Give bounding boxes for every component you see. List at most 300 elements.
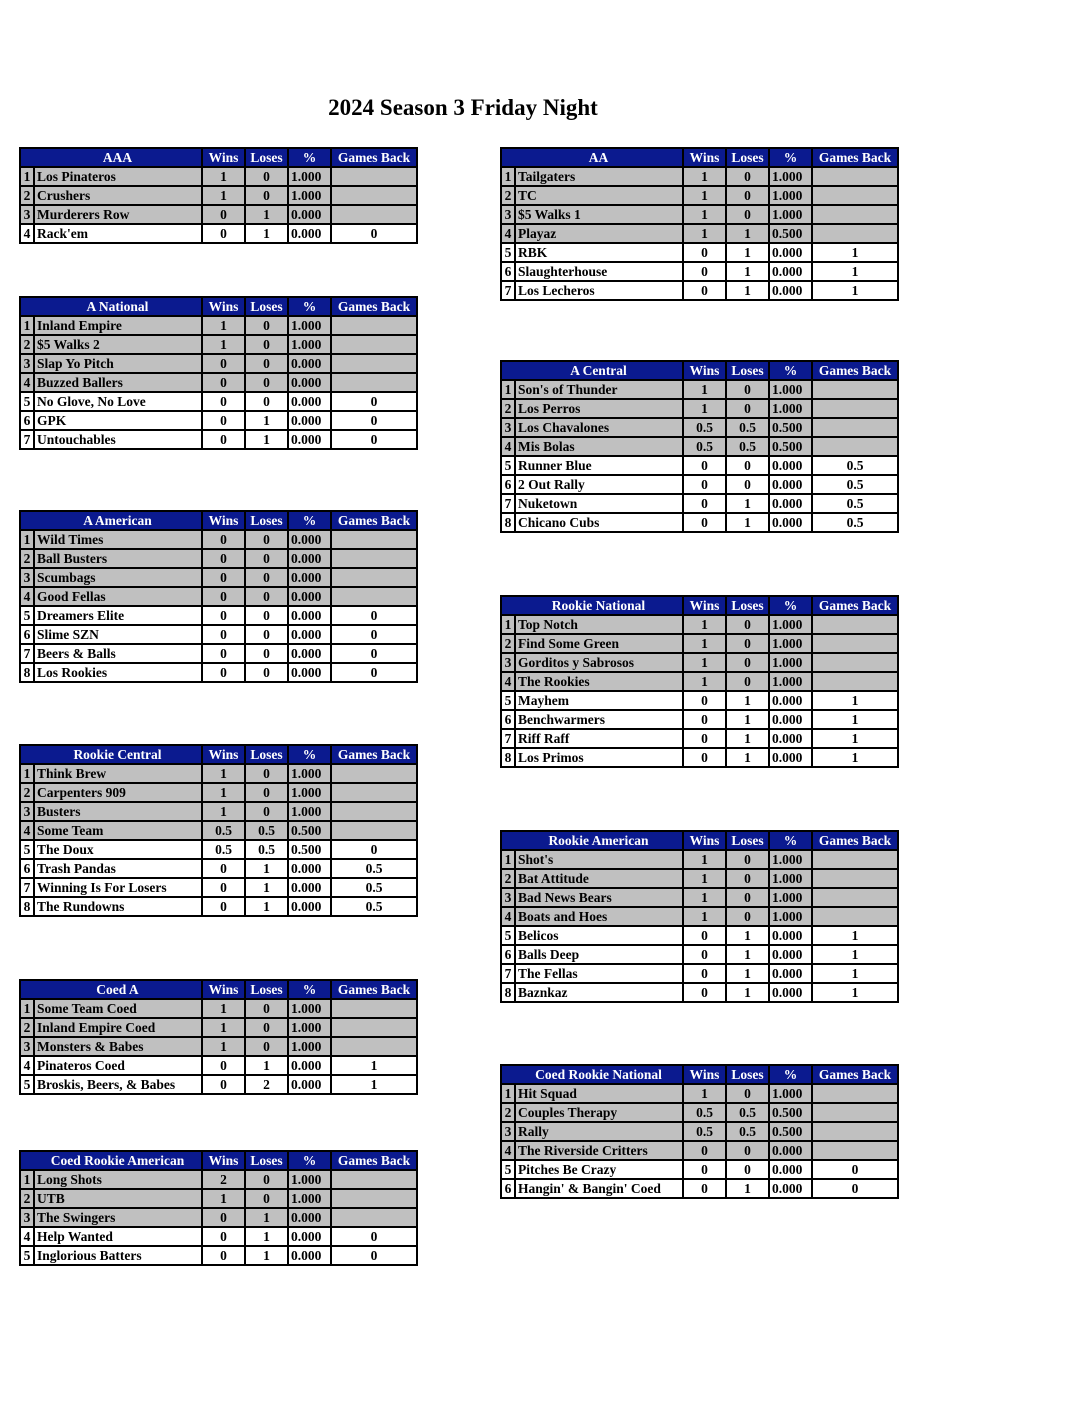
wins-cell: 0	[202, 1208, 245, 1227]
loses-cell: 0	[245, 587, 288, 606]
pct-cell: 0.000	[288, 205, 331, 224]
games-back-cell: 0	[331, 1227, 417, 1246]
loses-cell: 1	[726, 262, 769, 281]
table-row	[501, 983, 898, 1002]
pct-cell: 0.000	[288, 354, 331, 373]
games-back-cell	[331, 549, 417, 568]
pct-cell: 0.000	[288, 878, 331, 897]
team-name: Pinateros Coed	[34, 1056, 202, 1075]
loses-header: Loses	[245, 297, 288, 316]
wins-header: Wins	[202, 745, 245, 764]
rank-cell: 5	[20, 1075, 34, 1094]
table-row	[501, 475, 898, 494]
team-name: Good Fellas	[34, 587, 202, 606]
wins-cell: 0.5	[683, 418, 726, 437]
rank-cell: 2	[501, 186, 515, 205]
games-back-cell	[331, 335, 417, 354]
loses-cell: 0	[726, 869, 769, 888]
pct-header: %	[288, 745, 331, 764]
team-name: Belicos	[515, 926, 683, 945]
games-back-cell	[812, 1141, 898, 1160]
team-name: RBK	[515, 243, 683, 262]
loses-header: Loses	[245, 980, 288, 999]
rank-cell: 4	[501, 1141, 515, 1160]
rank-cell: 3	[20, 1037, 34, 1056]
team-name: Benchwarmers	[515, 710, 683, 729]
pct-cell: 1.000	[769, 850, 812, 869]
loses-cell: 0	[245, 335, 288, 354]
pct-cell: 0.000	[769, 729, 812, 748]
team-name: Hangin' & Bangin' Coed	[515, 1179, 683, 1198]
rank-cell: 2	[20, 783, 34, 802]
wins-cell: 1	[683, 399, 726, 418]
pct-header: %	[769, 831, 812, 850]
rank-cell: 2	[501, 869, 515, 888]
team-name: Inland Empire	[34, 316, 202, 335]
loses-cell: 0	[245, 373, 288, 392]
loses-cell: 1	[726, 964, 769, 983]
pct-cell: 0.000	[769, 1141, 812, 1160]
rank-cell: 3	[20, 568, 34, 587]
pct-cell: 1.000	[288, 999, 331, 1018]
table-row	[20, 167, 417, 186]
pct-cell: 1.000	[769, 888, 812, 907]
pct-cell: 0.000	[288, 373, 331, 392]
division-name: Rookie National	[515, 596, 683, 615]
rank-cell: 2	[20, 549, 34, 568]
games-back-cell	[812, 418, 898, 437]
pct-cell: 0.000	[288, 663, 331, 682]
rank-cell: 4	[20, 224, 34, 243]
rank-cell: 6	[20, 859, 34, 878]
pct-cell: 0.000	[769, 281, 812, 300]
rank-cell: 4	[501, 437, 515, 456]
games-back-cell: 0.5	[812, 513, 898, 532]
games-back-cell: 0.5	[331, 878, 417, 897]
loses-cell: 0	[245, 625, 288, 644]
team-name: Riff Raff	[515, 729, 683, 748]
team-name: Monsters & Babes	[34, 1037, 202, 1056]
loses-cell: 2	[245, 1075, 288, 1094]
pct-cell: 1.000	[288, 764, 331, 783]
table-row	[501, 1084, 898, 1103]
loses-cell: 0.5	[726, 1122, 769, 1141]
table-row	[20, 186, 417, 205]
table-row	[501, 262, 898, 281]
loses-cell: 1	[726, 926, 769, 945]
games-back-cell: 0.5	[331, 859, 417, 878]
team-name: Bad News Bears	[515, 888, 683, 907]
games-back-cell	[331, 186, 417, 205]
loses-cell: 0	[726, 672, 769, 691]
games-back-cell: 0	[331, 1246, 417, 1265]
table-row	[501, 653, 898, 672]
table-row	[20, 1075, 417, 1094]
rank-cell: 8	[501, 748, 515, 767]
wins-cell: 1	[202, 186, 245, 205]
rank-cell: 7	[20, 430, 34, 449]
table-row	[501, 615, 898, 634]
games-back-cell	[812, 399, 898, 418]
table-header-row	[20, 148, 417, 167]
rank-cell: 6	[501, 475, 515, 494]
games-back-cell	[331, 1189, 417, 1208]
wins-cell: 0.5	[202, 840, 245, 859]
team-name: Rack'em	[34, 224, 202, 243]
wins-cell: 0	[202, 430, 245, 449]
pct-cell: 0.500	[769, 418, 812, 437]
team-name: Couples Therapy	[515, 1103, 683, 1122]
team-name: Los Lecheros	[515, 281, 683, 300]
wins-cell: 0	[202, 205, 245, 224]
wins-cell: 0	[202, 663, 245, 682]
standings-table-aaa	[19, 147, 418, 244]
loses-cell: 0	[726, 1084, 769, 1103]
games-back-header: Games Back	[331, 980, 417, 999]
games-back-cell	[331, 821, 417, 840]
pct-header: %	[769, 148, 812, 167]
pct-cell: 0.500	[769, 224, 812, 243]
rank-cell: 1	[20, 167, 34, 186]
loses-header: Loses	[726, 831, 769, 850]
pct-cell: 1.000	[769, 615, 812, 634]
table-row	[501, 1141, 898, 1160]
rank-cell: 6	[501, 710, 515, 729]
team-name: Tailgaters	[515, 167, 683, 186]
wins-cell: 0	[683, 243, 726, 262]
wins-header: Wins	[202, 297, 245, 316]
pct-cell: 0.000	[769, 475, 812, 494]
games-back-cell: 1	[812, 748, 898, 767]
wins-cell: 1	[202, 783, 245, 802]
team-name: Slaughterhouse	[515, 262, 683, 281]
loses-cell: 1	[726, 494, 769, 513]
games-back-cell	[812, 437, 898, 456]
loses-cell: 1	[726, 1179, 769, 1198]
loses-cell: 1	[726, 691, 769, 710]
rank-cell: 6	[20, 625, 34, 644]
games-back-cell	[812, 1103, 898, 1122]
loses-cell: 1	[245, 205, 288, 224]
rank-cell: 8	[20, 897, 34, 916]
pct-header: %	[769, 596, 812, 615]
table-row	[501, 243, 898, 262]
wins-cell: 1	[683, 205, 726, 224]
team-name: Nuketown	[515, 494, 683, 513]
loses-cell: 0	[245, 802, 288, 821]
division-name: Coed Rookie National	[515, 1065, 683, 1084]
loses-cell: 0	[245, 999, 288, 1018]
wins-cell: 0	[683, 983, 726, 1002]
team-name: Bat Attitude	[515, 869, 683, 888]
games-back-cell	[331, 167, 417, 186]
loses-cell: 1	[245, 878, 288, 897]
table-row	[20, 1246, 417, 1265]
pct-cell: 0.000	[769, 748, 812, 767]
loses-cell: 0	[726, 380, 769, 399]
wins-cell: 0	[202, 625, 245, 644]
pct-cell: 1.000	[288, 1037, 331, 1056]
division-name: AAA	[34, 148, 202, 167]
pct-cell: 0.000	[288, 224, 331, 243]
pct-cell: 0.500	[769, 1122, 812, 1141]
loses-cell: 0.5	[726, 437, 769, 456]
loses-cell: 0	[726, 907, 769, 926]
wins-cell: 0	[683, 964, 726, 983]
wins-cell: 0	[202, 1246, 245, 1265]
loses-header: Loses	[726, 361, 769, 380]
games-back-cell	[331, 354, 417, 373]
team-name: Los Pinateros	[34, 167, 202, 186]
table-row	[501, 907, 898, 926]
wins-cell: 1	[683, 850, 726, 869]
games-back-header: Games Back	[331, 511, 417, 530]
rank-cell: 3	[501, 653, 515, 672]
rank-cell: 6	[501, 262, 515, 281]
pct-header: %	[288, 148, 331, 167]
pct-cell: 0.000	[288, 411, 331, 430]
rank-cell: 5	[501, 691, 515, 710]
wins-cell: 0	[202, 1075, 245, 1094]
table-row	[20, 764, 417, 783]
rank-cell: 2	[20, 1018, 34, 1037]
pct-cell: 1.000	[288, 335, 331, 354]
games-back-cell: 0.5	[331, 897, 417, 916]
wins-cell: 0	[202, 897, 245, 916]
team-name: Los Primos	[515, 748, 683, 767]
team-name: Long Shots	[34, 1170, 202, 1189]
loses-cell: 1	[245, 1227, 288, 1246]
pct-cell: 0.000	[769, 691, 812, 710]
loses-cell: 0	[245, 549, 288, 568]
games-back-header: Games Back	[812, 361, 898, 380]
loses-cell: 0.5	[245, 821, 288, 840]
games-back-cell: 0	[331, 430, 417, 449]
pct-header: %	[288, 980, 331, 999]
games-back-cell: 1	[812, 945, 898, 964]
pct-cell: 0.000	[769, 456, 812, 475]
rank-cell: 4	[501, 672, 515, 691]
team-name: No Glove, No Love	[34, 392, 202, 411]
wins-cell: 0	[202, 606, 245, 625]
team-name: Rally	[515, 1122, 683, 1141]
pct-header: %	[769, 361, 812, 380]
loses-cell: 1	[726, 281, 769, 300]
pct-cell: 0.000	[288, 392, 331, 411]
table-row	[501, 418, 898, 437]
loses-cell: 1	[245, 859, 288, 878]
pct-cell: 1.000	[288, 316, 331, 335]
table-row	[20, 224, 417, 243]
table-row	[20, 316, 417, 335]
rank-cell: 4	[20, 587, 34, 606]
team-name: Wild Times	[34, 530, 202, 549]
rank-header	[20, 148, 34, 167]
table-row	[20, 1227, 417, 1246]
pct-cell: 0.000	[288, 1056, 331, 1075]
pct-cell: 0.000	[769, 945, 812, 964]
team-name: TC	[515, 186, 683, 205]
pct-header: %	[288, 1151, 331, 1170]
pct-cell: 1.000	[769, 634, 812, 653]
games-back-cell	[331, 999, 417, 1018]
division-name: Coed A	[34, 980, 202, 999]
wins-cell: 0	[683, 1160, 726, 1179]
team-name: Hit Squad	[515, 1084, 683, 1103]
games-back-cell: 0	[331, 411, 417, 430]
loses-cell: 1	[726, 983, 769, 1002]
wins-header: Wins	[202, 1151, 245, 1170]
pct-header: %	[769, 1065, 812, 1084]
games-back-cell: 1	[812, 964, 898, 983]
pct-cell: 1.000	[769, 205, 812, 224]
pct-cell: 1.000	[288, 1170, 331, 1189]
rank-cell: 7	[501, 729, 515, 748]
standings-table-a-central	[500, 360, 899, 533]
loses-cell: 1	[245, 1056, 288, 1075]
team-name: Some Team Coed	[34, 999, 202, 1018]
table-row	[501, 888, 898, 907]
team-name: $5 Walks 2	[34, 335, 202, 354]
loses-cell: 0	[726, 475, 769, 494]
rank-cell: 1	[20, 999, 34, 1018]
table-header-row	[20, 1151, 417, 1170]
team-name: Balls Deep	[515, 945, 683, 964]
games-back-cell	[812, 224, 898, 243]
loses-cell: 0	[726, 456, 769, 475]
team-name: The Swingers	[34, 1208, 202, 1227]
pct-cell: 1.000	[288, 167, 331, 186]
wins-cell: 0	[683, 926, 726, 945]
wins-cell: 0	[683, 1179, 726, 1198]
games-back-cell	[812, 653, 898, 672]
pct-cell: 1.000	[288, 1018, 331, 1037]
wins-header: Wins	[202, 980, 245, 999]
table-row	[20, 821, 417, 840]
loses-cell: 0	[726, 1141, 769, 1160]
team-name: Scumbags	[34, 568, 202, 587]
loses-cell: 1	[726, 748, 769, 767]
team-name: Busters	[34, 802, 202, 821]
team-name: Inland Empire Coed	[34, 1018, 202, 1037]
standings-table-rookie-american	[500, 830, 899, 1003]
games-back-cell	[812, 888, 898, 907]
wins-cell: 1	[202, 999, 245, 1018]
team-name: The Rookies	[515, 672, 683, 691]
pct-cell: 1.000	[769, 380, 812, 399]
loses-cell: 0	[726, 634, 769, 653]
wins-cell: 0	[202, 373, 245, 392]
table-row	[20, 897, 417, 916]
loses-header: Loses	[726, 596, 769, 615]
loses-header: Loses	[726, 148, 769, 167]
rank-cell: 2	[501, 399, 515, 418]
table-row	[501, 281, 898, 300]
games-back-cell: 1	[331, 1056, 417, 1075]
standings-table-a-national	[19, 296, 418, 450]
table-row	[20, 1208, 417, 1227]
games-back-cell: 0	[812, 1160, 898, 1179]
rank-cell: 5	[501, 926, 515, 945]
rank-header	[501, 596, 515, 615]
games-back-header: Games Back	[331, 148, 417, 167]
rank-cell: 7	[20, 878, 34, 897]
loses-cell: 0.5	[245, 840, 288, 859]
games-back-header: Games Back	[331, 1151, 417, 1170]
standings-table-coed-rookie-national	[500, 1064, 899, 1199]
table-row	[20, 430, 417, 449]
wins-cell: 1	[683, 167, 726, 186]
rank-header	[20, 297, 34, 316]
games-back-cell: 0	[812, 1179, 898, 1198]
loses-cell: 0	[726, 615, 769, 634]
rank-cell: 4	[20, 373, 34, 392]
team-name: Gorditos y Sabrosos	[515, 653, 683, 672]
pct-cell: 1.000	[769, 1084, 812, 1103]
pct-cell: 0.000	[769, 710, 812, 729]
games-back-header: Games Back	[812, 1065, 898, 1084]
pct-cell: 0.000	[769, 494, 812, 513]
pct-cell: 0.000	[288, 644, 331, 663]
table-row	[501, 1103, 898, 1122]
rank-cell: 2	[20, 186, 34, 205]
games-back-cell: 1	[812, 243, 898, 262]
rank-cell: 1	[501, 850, 515, 869]
team-name: Winning Is For Losers	[34, 878, 202, 897]
table-row	[20, 625, 417, 644]
games-back-cell: 1	[812, 281, 898, 300]
rank-cell: 4	[20, 1056, 34, 1075]
loses-cell: 0	[245, 530, 288, 549]
table-row	[20, 411, 417, 430]
table-row	[501, 691, 898, 710]
rank-cell: 5	[501, 243, 515, 262]
team-name: Mis Bolas	[515, 437, 683, 456]
table-row	[20, 530, 417, 549]
pct-cell: 0.500	[769, 1103, 812, 1122]
team-name: The Fellas	[515, 964, 683, 983]
games-back-cell: 1	[812, 710, 898, 729]
loses-cell: 1	[726, 729, 769, 748]
table-row	[20, 1170, 417, 1189]
pct-cell: 0.000	[288, 587, 331, 606]
rank-cell: 1	[20, 764, 34, 783]
table-row	[501, 205, 898, 224]
rank-header	[20, 511, 34, 530]
team-name: Slime SZN	[34, 625, 202, 644]
loses-cell: 0	[726, 167, 769, 186]
games-back-cell: 1	[812, 926, 898, 945]
pct-cell: 1.000	[769, 869, 812, 888]
games-back-cell: 0	[331, 644, 417, 663]
loses-cell: 1	[726, 513, 769, 532]
rank-cell: 6	[20, 411, 34, 430]
wins-cell: 0.5	[683, 1103, 726, 1122]
division-name: Rookie American	[515, 831, 683, 850]
wins-cell: 0	[202, 859, 245, 878]
pct-cell: 1.000	[769, 653, 812, 672]
rank-cell: 1	[501, 167, 515, 186]
rank-cell: 3	[501, 888, 515, 907]
games-back-cell	[812, 205, 898, 224]
team-name: Find Some Green	[515, 634, 683, 653]
pct-cell: 0.000	[769, 926, 812, 945]
games-back-cell: 0	[331, 392, 417, 411]
games-back-cell	[812, 634, 898, 653]
team-name: Buzzed Ballers	[34, 373, 202, 392]
wins-cell: 0	[683, 513, 726, 532]
rank-cell: 5	[20, 1246, 34, 1265]
